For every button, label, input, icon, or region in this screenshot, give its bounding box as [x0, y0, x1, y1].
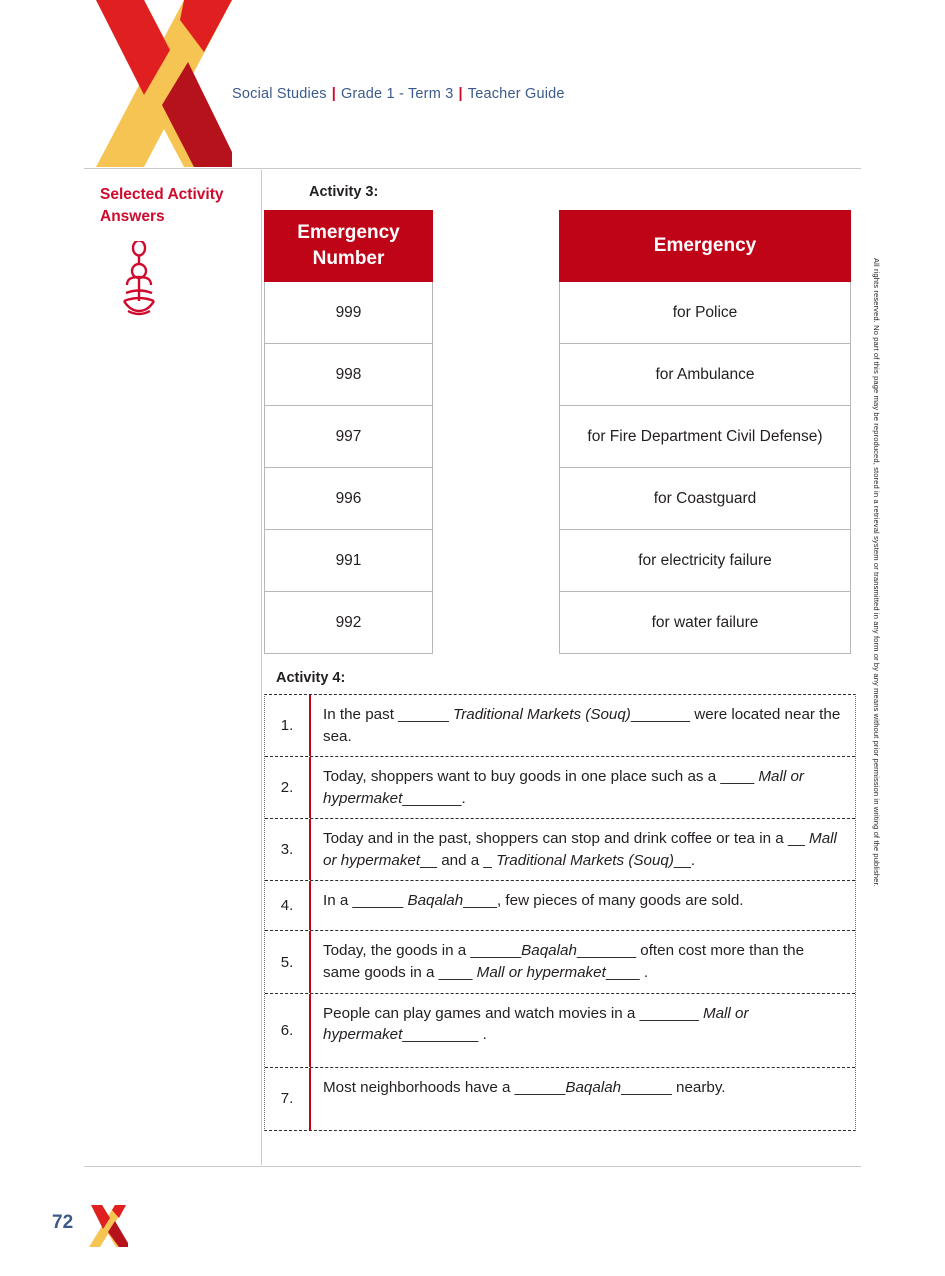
row-answer: Baqalah [521, 942, 577, 960]
emergency-number-header [264, 210, 433, 282]
header-breadcrumb [232, 86, 565, 102]
row-pre: Today and in the past, shoppers can stop and drink coffee or tea in a __ [323, 830, 810, 848]
row-answer-2: Traditional Markets (Souq) [496, 851, 674, 869]
row-number: 7. [265, 1068, 311, 1130]
row-number: 5. [265, 931, 311, 992]
row-text [311, 819, 855, 880]
row-post: ____ . [605, 964, 649, 982]
table-row: 992 [264, 592, 433, 654]
main-content [262, 184, 862, 1131]
table-row: for Fire Department Civil Defense) [559, 406, 851, 468]
emergency-header-line1: Emergency [297, 222, 400, 244]
row-text [311, 695, 855, 756]
table-row: for electricity failure [559, 530, 851, 592]
table-row [265, 994, 855, 1068]
row-answer: Mall or hypermaket [323, 1004, 749, 1044]
table-row [265, 1068, 855, 1130]
emergency-table [264, 210, 862, 654]
table-row: 991 [264, 530, 433, 592]
copyright-notice: All rights reserved. No part of this page may be reproduced, stored in a retrieval system or transmitted in any form or by any means without prior permission in writing of the publisher. [872, 258, 881, 887]
row-mid: __ and a _ [420, 851, 497, 869]
header-subject: Social Studies [232, 86, 327, 102]
row-pre: Today, shoppers want to buy goods in one place such as a ____ [323, 768, 759, 786]
activity4-table [264, 694, 856, 1131]
row-number: 6. [265, 994, 311, 1067]
footer-divider [84, 1166, 861, 1167]
row-answer-2: Mall or hypermaket [476, 964, 606, 982]
activity3-label: Activity 3: [309, 184, 379, 200]
table-row: for Police [559, 282, 851, 344]
row-number: 1. [265, 695, 311, 756]
activity4-label: Activity 4: [276, 670, 346, 686]
emergency-header-line2: Number [312, 248, 385, 269]
table-row [265, 695, 855, 757]
table-row: 996 [264, 468, 433, 530]
header-grade: Grade 1 - Term 3 [340, 86, 454, 102]
row-pre: Most neighborhoods have a ______ [323, 1078, 566, 1096]
row-pre: In a ______ [323, 892, 408, 910]
sidebar-title-line1: Selected Activity [100, 186, 224, 203]
row-answer: Traditional Markets (Souq) [453, 706, 631, 723]
row-text [311, 1068, 855, 1130]
header-separator-1: | [331, 86, 336, 102]
row-post: _______. [402, 789, 466, 807]
row-pre: People can play games and watch movies in a _______ [323, 1004, 703, 1022]
table-row: 998 [264, 344, 433, 406]
brand-logo [84, 0, 232, 167]
row-answer: Baqalah [565, 1078, 622, 1096]
emergency-description-column [559, 210, 851, 654]
table-row [265, 819, 855, 881]
row-text [311, 757, 855, 818]
header-separator-2: | [458, 86, 463, 102]
row-post: _______ were located near the sea. [323, 706, 841, 745]
row-text [311, 881, 855, 930]
row-pre: Today, the goods in a ______ [323, 942, 522, 960]
table-row: for Coastguard [559, 468, 851, 530]
row-pre: In the past ______ [323, 706, 454, 723]
row-text [311, 931, 855, 992]
sidebar-title [100, 184, 250, 229]
header-divider [84, 168, 861, 169]
row-post: ______ nearby. [621, 1078, 726, 1096]
person-idea-icon [104, 241, 174, 317]
row-answer: Mall or hypermaket [323, 768, 804, 807]
table-row: 999 [264, 282, 433, 344]
row-answer: Mall or hypermaket [323, 830, 837, 869]
row-answer: Baqalah [407, 892, 464, 910]
emergency-number-column [264, 210, 433, 654]
page-number: 72 [52, 1212, 74, 1233]
row-post: __. [673, 851, 696, 869]
table-row: 997 [264, 406, 433, 468]
selected-activity-answers-block [100, 184, 250, 317]
row-number: 4. [265, 881, 311, 930]
table-row: for Ambulance [559, 344, 851, 406]
row-number: 3. [265, 819, 311, 880]
footer-logo [88, 1205, 128, 1247]
table-row [265, 757, 855, 819]
row-post: ____, few pieces of many goods are sold. [463, 892, 744, 910]
row-number: 2. [265, 757, 311, 818]
table-row [265, 881, 855, 931]
row-mid: _______ often cost more than the same goods in a ____ [323, 942, 805, 982]
table-row: for water failure [559, 592, 851, 654]
header-guide: Teacher Guide [467, 86, 565, 102]
row-text [311, 994, 855, 1067]
sidebar-title-line2: Answers [100, 208, 165, 226]
table-row [265, 931, 855, 993]
emergency-description-header: Emergency [559, 210, 851, 282]
row-post: _________ . [402, 1026, 487, 1044]
